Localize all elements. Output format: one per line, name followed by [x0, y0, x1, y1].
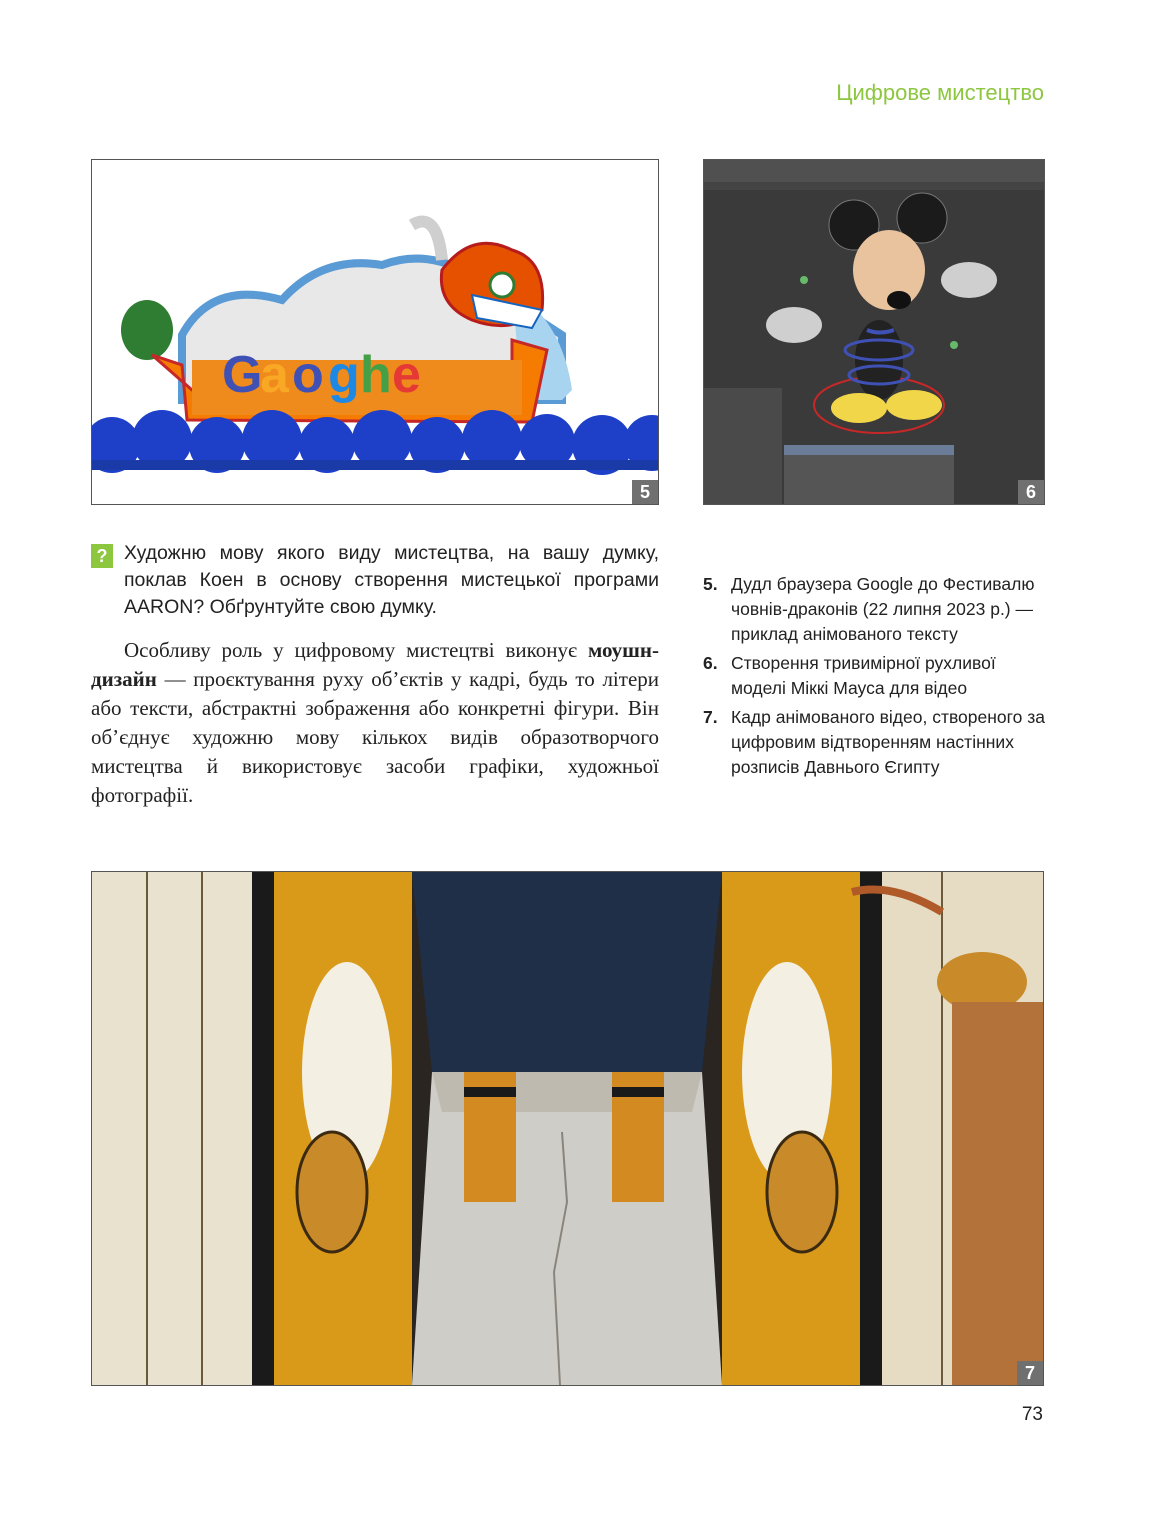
caption-number: 7.	[703, 707, 718, 727]
svg-text:a: a	[260, 346, 289, 404]
figure-7-egyptian-tomb	[91, 871, 1044, 1386]
caption-text: Кадр анімованого відео, створеного за цифровим відтворенням настінних розписів Давнього Єгипту	[731, 707, 1046, 777]
caption-item	[703, 705, 1048, 780]
running-title: Цифрове мистецтво	[836, 80, 1044, 105]
question-text: Художню мову якого виду мистецтва, на вашу думку, поклав Коен в основу створення мистецької програми AARON? Обґрунтуйте свою думку.	[124, 542, 659, 618]
caption-text: Створення тривимірної рухливої моделі Міккі Мауса для відео	[731, 653, 996, 698]
question-icon: ?	[91, 544, 113, 568]
dragon-boat-doodle-image	[92, 160, 658, 504]
caption-text: Дудл браузера Google до Фестивалю човнів-драконів (22 липня 2023 р.) — приклад анімованого тексту	[731, 574, 1035, 644]
figure-captions	[703, 572, 1048, 784]
paragraph-text-after: — проєктування руху об’єктів у кадрі, будь то літери або тексти, абстрактні зображення або конкретні фігури. Він об’єднує художню мову кількох видів образотворчого мистецтва й використовує засоби графіки, художньої фотографії.	[91, 667, 659, 807]
svg-text:h: h	[360, 346, 392, 404]
3d-modeling-screenshot	[704, 160, 1044, 504]
body-paragraph	[91, 636, 659, 810]
highlighted-term: моушн-дизайн	[91, 638, 659, 691]
figure-number-badge: 5	[632, 480, 658, 504]
caption-item	[703, 572, 1048, 647]
egyptian-tomb-image	[92, 872, 1043, 1385]
figure-number-badge: 7	[1017, 1361, 1043, 1385]
paragraph-text-before: Особливу роль у цифровому мистецтві виконує	[124, 638, 588, 662]
caption-item	[703, 651, 1048, 701]
figure-number-badge: 6	[1018, 480, 1044, 504]
svg-text:G: G	[222, 346, 263, 404]
svg-text:e: e	[392, 346, 421, 404]
figure-5-google-doodle	[91, 159, 659, 505]
page-number: 73	[1021, 1404, 1043, 1425]
question-block	[91, 540, 659, 621]
svg-text:g: g	[328, 346, 360, 404]
caption-number: 5.	[703, 574, 718, 594]
caption-number: 6.	[703, 653, 718, 673]
figure-6-3d-model	[703, 159, 1045, 505]
svg-text:o: o	[292, 346, 324, 404]
